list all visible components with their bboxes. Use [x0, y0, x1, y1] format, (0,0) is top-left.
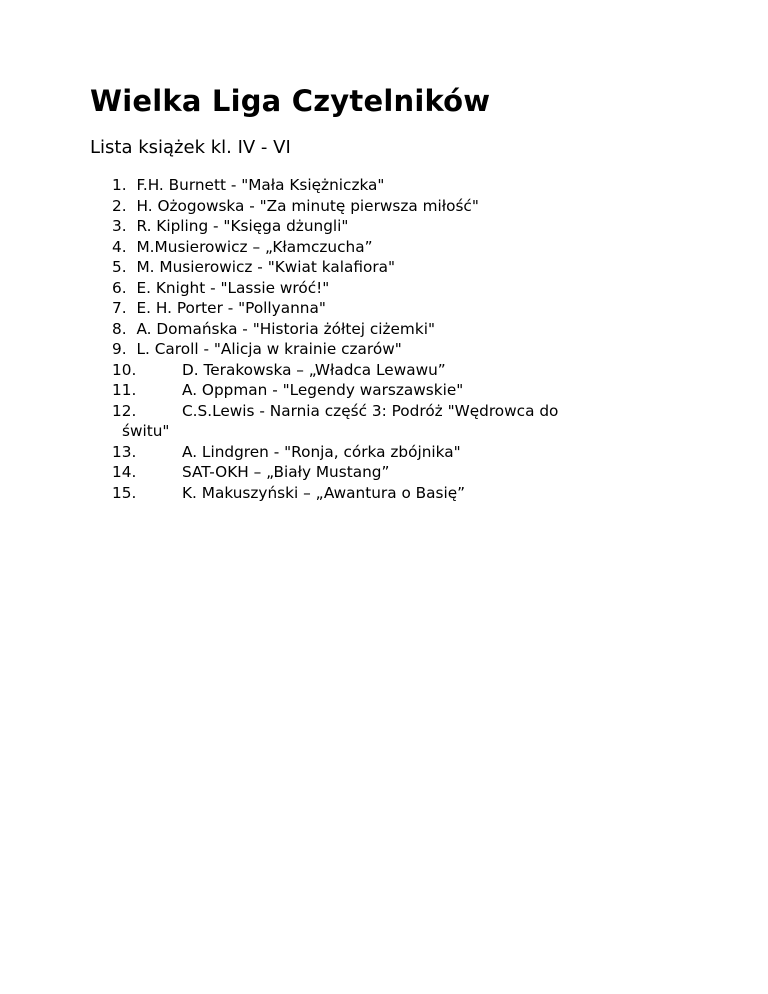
book-number: 13. [112, 442, 137, 461]
book-item [112, 257, 558, 278]
book-text: M. Musierowicz - "Kwiat kalafiora" [136, 258, 396, 276]
book-number: 11. [112, 381, 137, 399]
book-item [112, 380, 558, 401]
book-text-continuation: świtu" [122, 422, 170, 440]
book-item [112, 401, 558, 442]
book-item [112, 483, 558, 504]
book-text: A. Lindgren - "Ronja, córka zbójnika" [182, 442, 461, 461]
book-number: 5. [112, 258, 127, 276]
book-number: 9. [112, 340, 127, 358]
book-item [112, 319, 558, 340]
book-number: 6. [112, 278, 127, 297]
book-number: 12. [112, 401, 137, 420]
book-text: A. Oppman - "Legendy warszawskie" [182, 381, 464, 399]
book-item [112, 175, 558, 196]
book-item [112, 196, 558, 217]
list-subtitle: Lista książek kl. IV - VI [90, 137, 291, 158]
book-text: R. Kipling - "Księga dżungli" [136, 217, 349, 235]
book-text: E. Knight - "Lassie wróć!" [136, 278, 330, 297]
book-item [112, 442, 558, 463]
book-item [112, 360, 558, 381]
book-number: 2. [112, 196, 127, 215]
book-number: 7. [112, 299, 127, 317]
book-list [112, 175, 558, 503]
book-text: D. Terakowska – „Władca Lewawu” [182, 360, 446, 379]
book-item [112, 278, 558, 299]
book-number: 10. [112, 360, 137, 379]
book-number: 14. [112, 463, 137, 481]
book-number: 8. [112, 319, 127, 338]
book-text: F.H. Burnett - "Mała Księżniczka" [136, 176, 385, 194]
book-text: K. Makuszyński – „Awantura o Basię” [182, 483, 466, 502]
book-text: H. Ożogowska - "Za minutę pierwsza miłość" [136, 196, 479, 215]
book-text: E. H. Porter - "Pollyanna" [136, 299, 326, 317]
book-text: A. Domańska - "Historia żółtej ciżemki" [136, 319, 435, 338]
book-text: M.Musierowicz – „Kłamczucha” [136, 237, 373, 256]
book-item [112, 216, 558, 237]
book-text: SAT-OKH – „Biały Mustang” [182, 463, 390, 481]
book-number: 4. [112, 237, 127, 256]
book-item [112, 298, 558, 319]
book-item [112, 339, 558, 360]
book-number: 1. [112, 176, 127, 194]
book-text: L. Caroll - "Alicja w krainie czarów" [136, 340, 402, 358]
book-item [112, 462, 558, 483]
book-number: 3. [112, 217, 127, 235]
book-item [112, 237, 558, 258]
book-number: 15. [112, 483, 137, 502]
book-text: C.S.Lewis - Narnia część 3: Podróż "Wędrowca do [182, 401, 559, 420]
document-title: Wielka Liga Czytelników [90, 84, 491, 118]
